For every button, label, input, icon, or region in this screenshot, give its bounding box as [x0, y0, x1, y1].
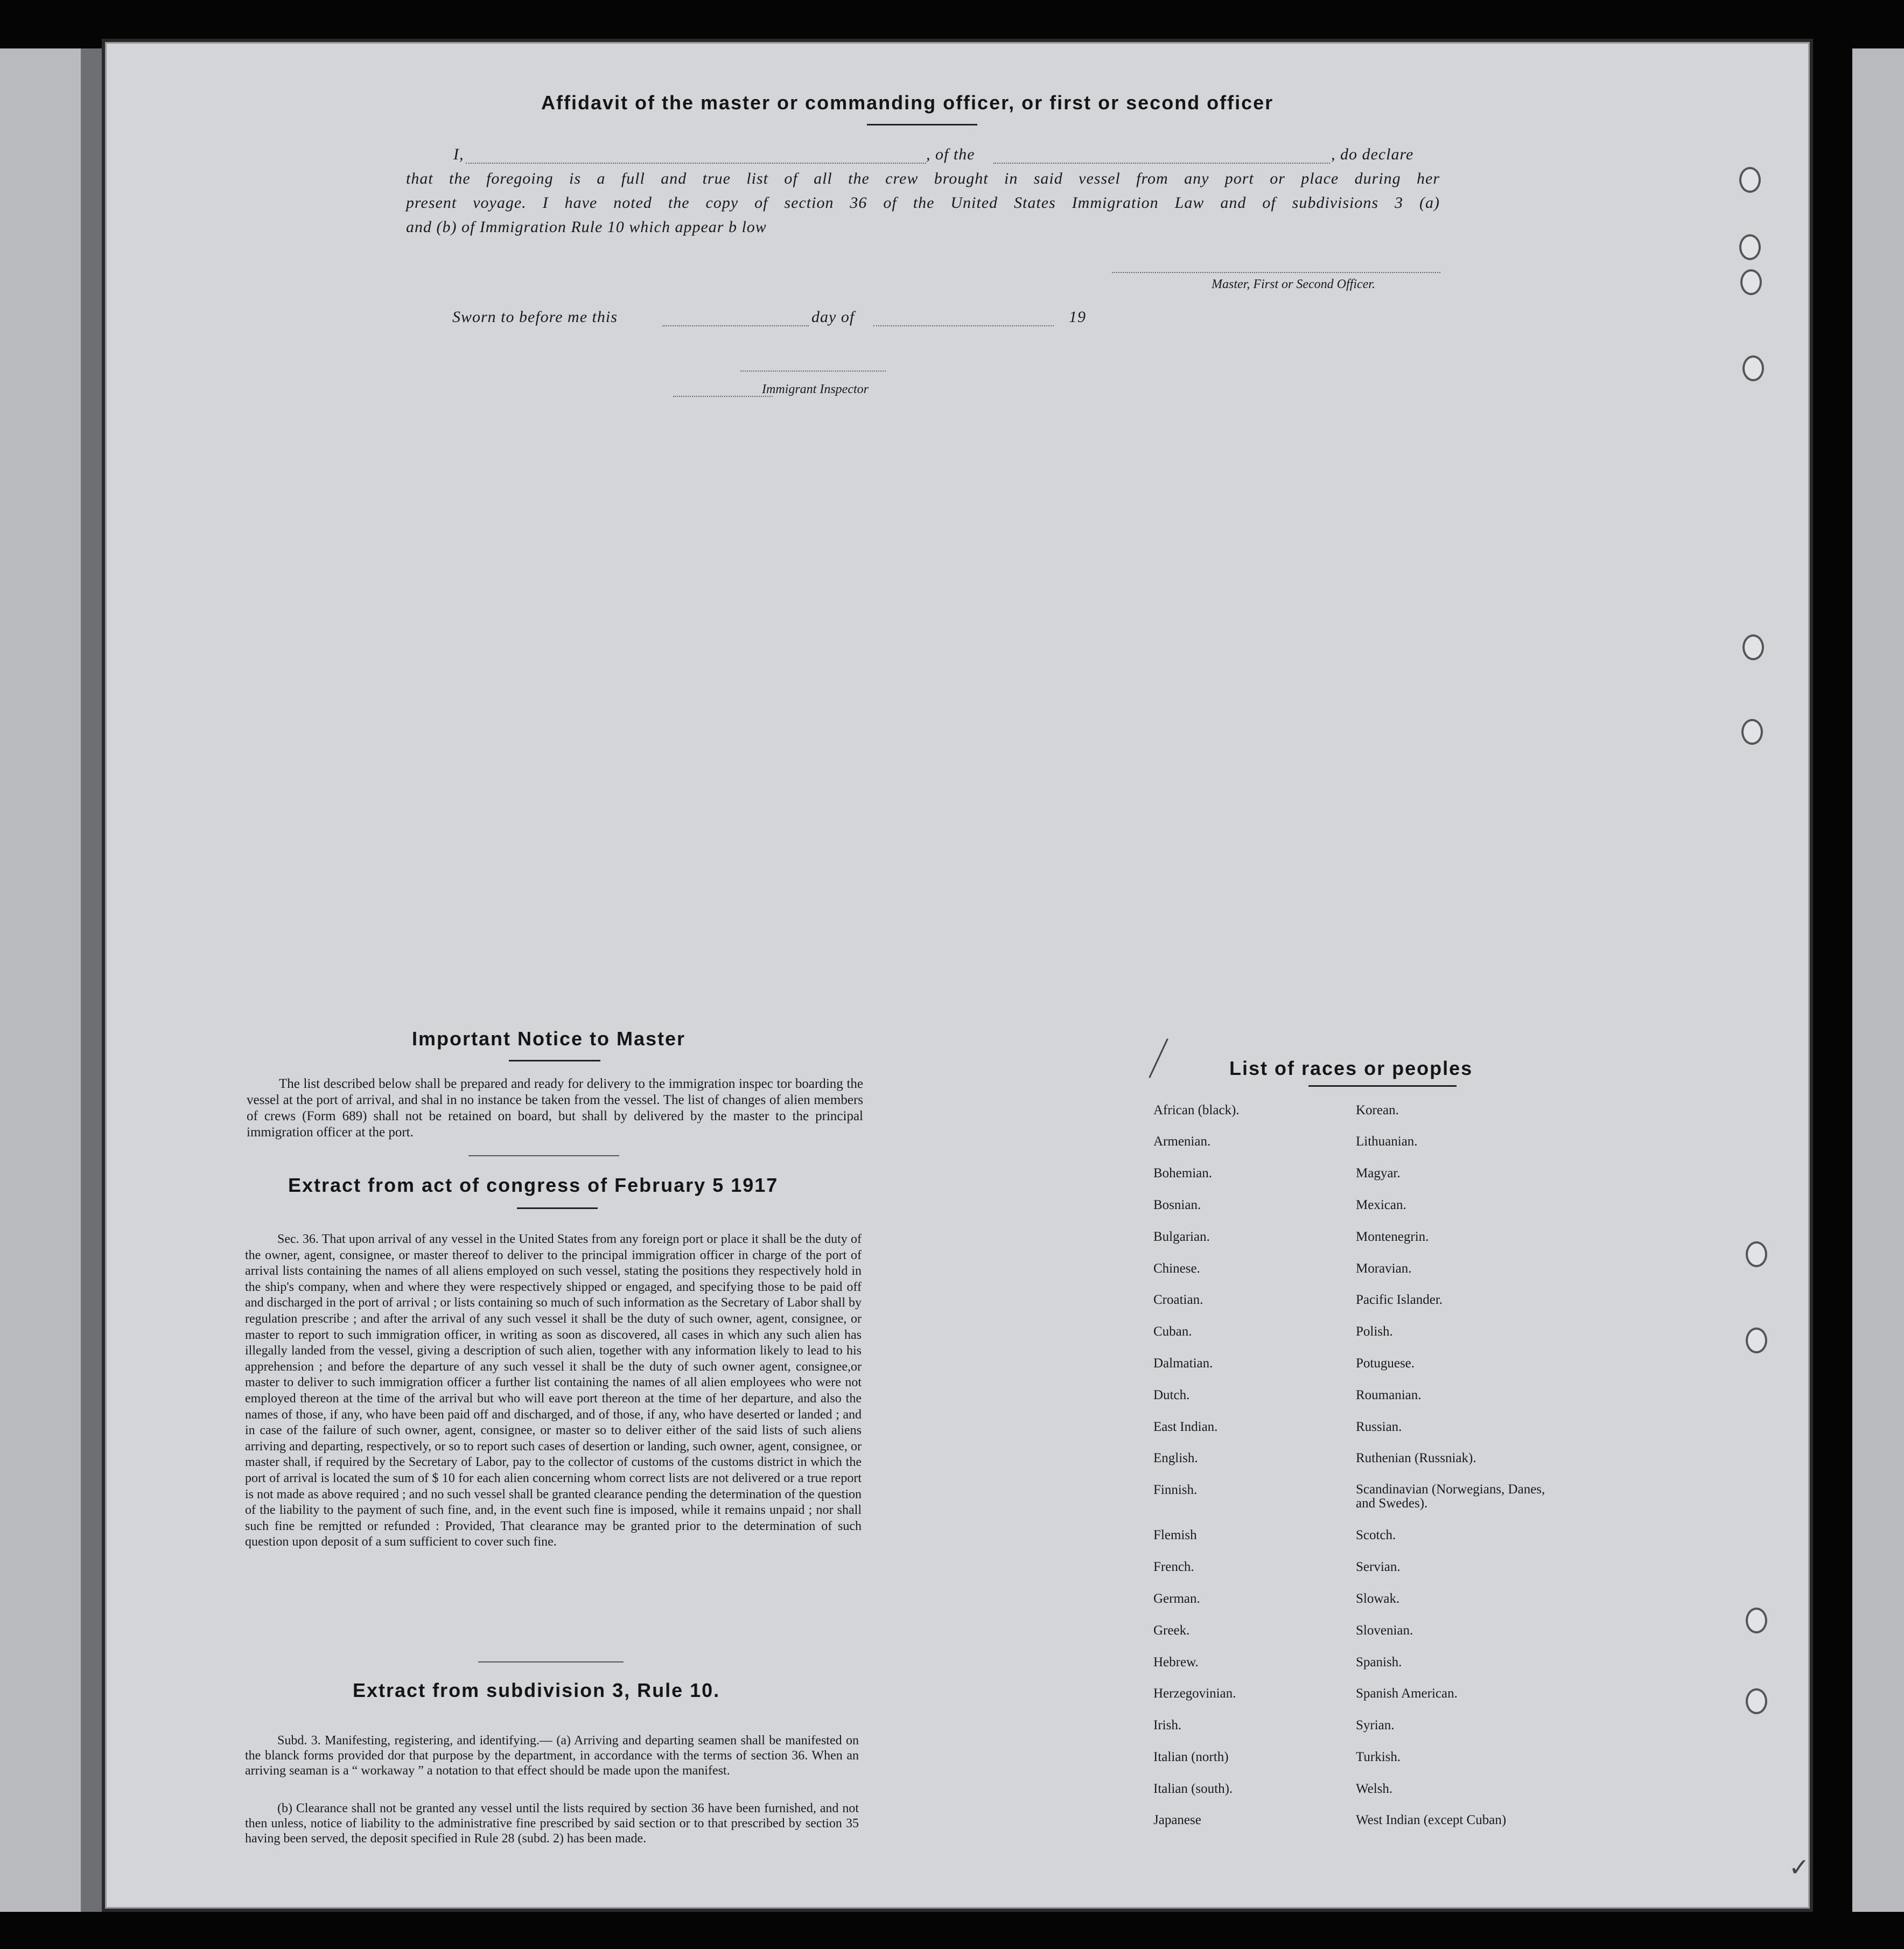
- race-item: Dutch.: [1153, 1388, 1190, 1402]
- affidavit-i: I,: [453, 145, 464, 163]
- adjacent-page-right: [1852, 48, 1904, 1912]
- binder-hole-icon: [1746, 1241, 1767, 1267]
- races-underline: [1308, 1085, 1457, 1087]
- race-item: Servian.: [1356, 1560, 1401, 1574]
- title-underline: [867, 124, 977, 125]
- race-item: Welsh.: [1356, 1782, 1393, 1796]
- race-item: Scandinavian (Norwegians, Danes, and Swedes).: [1356, 1482, 1545, 1511]
- affidavit-line4: and (b) of Immigration Rule 10 which appear b low: [406, 218, 767, 236]
- rule-text-a: Subd. 3. Manifesting, registering, and identifying.— (a) Arriving and departing seamen shall be manifested on the blanck forms provided dor that purpose by the department, in accordance with the terms of section 36. When an arriving seaman is a “ workaway ” a notation to that effect should be made upon the manifest.: [245, 1734, 859, 1778]
- affidavit-line3: present voyage. I have noted the copy of section 36 of the United States Immigration Law and of subdivisions 3 (a): [406, 194, 1440, 212]
- corner-mark-icon: ✓: [1789, 1854, 1810, 1881]
- binder-hole-icon: [1741, 719, 1763, 745]
- act-divider: [478, 1661, 624, 1662]
- races-title: List of races or peoples: [1229, 1057, 1473, 1079]
- race-item: Korean.: [1356, 1103, 1399, 1117]
- race-item: Pacific Islander.: [1356, 1293, 1443, 1307]
- sworn-month-field[interactable]: [873, 325, 1054, 326]
- race-item: African (black).: [1153, 1103, 1240, 1117]
- binder-hole-icon: [1746, 1328, 1767, 1353]
- binder-hole-icon: [1739, 167, 1761, 193]
- race-item: German.: [1153, 1591, 1200, 1606]
- race-item: Magyar.: [1356, 1166, 1401, 1180]
- race-item: Finnish.: [1153, 1483, 1198, 1497]
- race-item: Bosnian.: [1153, 1198, 1201, 1212]
- binder-hole-icon: [1742, 634, 1764, 660]
- race-item: Italian (north): [1153, 1750, 1229, 1764]
- affidavit-of-the: , of the: [926, 145, 975, 163]
- race-item: Italian (south).: [1153, 1782, 1233, 1796]
- sworn-day-label: day of: [811, 308, 855, 326]
- race-item: Greek.: [1153, 1623, 1190, 1638]
- inspector-signature-field[interactable]: [740, 371, 886, 372]
- notice-underline: [509, 1060, 600, 1061]
- vessel-blank-field[interactable]: [993, 163, 1330, 164]
- affidavit-declare: , do declare: [1331, 145, 1414, 163]
- race-item: Cuban.: [1153, 1324, 1192, 1339]
- signature-blank-field[interactable]: [1112, 272, 1440, 273]
- race-item: Roumanian.: [1356, 1388, 1422, 1402]
- race-item: East Indian.: [1153, 1420, 1218, 1434]
- affidavit-title: Affidavit of the master or commanding officer, or first or second officer: [541, 92, 1274, 114]
- race-item: Mexican.: [1356, 1198, 1406, 1212]
- affidavit-line2: that the foregoing is a full and true list of all the crew brought in said vessel from any port or place during her: [406, 170, 1440, 187]
- race-item: Bulgarian.: [1153, 1230, 1210, 1244]
- race-item: Turkish.: [1356, 1750, 1401, 1764]
- race-item: Slovenian.: [1356, 1623, 1413, 1638]
- sworn-text: Sworn to before me this: [452, 308, 618, 326]
- race-item: Japanese: [1153, 1813, 1201, 1827]
- name-blank-field[interactable]: [466, 163, 926, 164]
- race-item: Slowak.: [1356, 1591, 1400, 1606]
- rule-text-b: (b) Clearance shall not be granted any vessel until the lists required by section 36 have been furnished, and not then unless, notice of liability to the administrative fine prescribed by said section or to that prescribed by section 35 having been served, the deposit specified in Rule 28 (subd. 2) has been made.: [245, 1801, 859, 1846]
- race-item: Montenegrin.: [1356, 1230, 1429, 1244]
- binder-hole-icon: [1746, 1688, 1767, 1714]
- race-item: English.: [1153, 1451, 1198, 1465]
- notice-divider: [468, 1155, 619, 1156]
- notice-title: Important Notice to Master: [412, 1028, 686, 1050]
- binder-hole-icon: [1746, 1608, 1767, 1633]
- race-item: Spanish American.: [1356, 1686, 1458, 1701]
- race-item: Irish.: [1153, 1718, 1182, 1733]
- inspector-label: Immigrant Inspector: [762, 382, 869, 396]
- notice-text: The list described below shall be prepared and ready for delivery to the immigration inspec tor boarding the vessel at the port of arrival, and shal in no instance be taken from the vessel. The list of changes of alien members of crews (Form 689) shall not be retained on board, but shall by delivered by the master to the principal immigration officer at the port.: [247, 1077, 863, 1140]
- sworn-day-field[interactable]: [662, 325, 809, 326]
- race-item: West Indian (except Cuban): [1356, 1813, 1507, 1827]
- adjacent-page-left: [0, 48, 81, 1912]
- rule-title: Extract from subdivision 3, Rule 10.: [353, 1679, 720, 1701]
- binder-hole-icon: [1739, 234, 1761, 260]
- master-label: Master, First or Second Officer.: [1212, 277, 1375, 291]
- act-underline: [517, 1207, 598, 1209]
- race-item: Bohemian.: [1153, 1166, 1213, 1180]
- race-item: Flemish: [1153, 1528, 1197, 1542]
- sworn-year: 19: [1069, 308, 1086, 326]
- race-item: Hebrew.: [1153, 1655, 1199, 1669]
- race-item: Russian.: [1356, 1420, 1402, 1434]
- race-item: Dalmatian.: [1153, 1356, 1213, 1371]
- race-item: Scotch.: [1356, 1528, 1396, 1542]
- race-item: Herzegovinian.: [1153, 1686, 1236, 1701]
- race-item: Polish.: [1356, 1324, 1393, 1339]
- binder-hole-icon: [1742, 355, 1764, 381]
- race-item: Syrian.: [1356, 1718, 1395, 1733]
- race-item: French.: [1153, 1560, 1194, 1574]
- inspector-sub-field[interactable]: [673, 396, 773, 397]
- race-item: Chinese.: [1153, 1261, 1200, 1276]
- race-item: Spanish.: [1356, 1655, 1402, 1669]
- race-item: Lithuanian.: [1356, 1134, 1418, 1149]
- race-item: Moravian.: [1356, 1261, 1412, 1276]
- binder-hole-icon: [1740, 269, 1762, 295]
- page-shadow: [81, 48, 105, 1912]
- race-item: Ruthenian (Russniak).: [1356, 1451, 1476, 1465]
- race-item: Armenian.: [1153, 1134, 1211, 1149]
- document-page: [105, 42, 1810, 1909]
- race-item: Potuguese.: [1356, 1356, 1415, 1371]
- act-title: Extract from act of congress of February 5 1917: [288, 1174, 779, 1196]
- race-item: Croatian.: [1153, 1293, 1203, 1307]
- act-text: Sec. 36. That upon arrival of any vessel in the United States from any foreign port or place it shall be the duty of the owner, agent, consignee, or master thereof to deliver to the principal immigration officer in charge of the port of arrival lists containing the names of all aliens employed on such vessel, stating the positions they respectively hold in the ship's company, when and where they were respectively shipped or engaged, and specifying those to be paid off and discharged in the port of arrival ; or lists containing so much of such information as the Secretary of Labor shall by regulation prescribe ; and after the arrival of any such vessel it shall be the duty of such owner, agent, consignee, or master to report to such immigration officer, in writing as soon as discovered, all cases in which any such alien has illegally landed from the vessel, giving a description of such alien, together with any information likely to lead to his apprehension ; and before the departure of any such vessel it shall be the duty of such owner agent, consignee,or master to deliver to such immigration officer a further list containing the names of all alien employees who were not employed thereon at the time of the arrival but who will eave port thereon at the time of her departure, and also the names of those, if any, who have been paid off and discharged, and of those, if any, who have deserted or landed ; and in case of the failure of such owner, agent, consignee, or master so to deliver either of the said lists of such aliens arriving and departing, respectively, or so to report such cases of desertion or landing, such owner, agent, consignee, or master shall, if required by the Secretary of Labor, pay to the collector of customs of the customs district in which the port of arrival is located the sum of $ 10 for each alien concerning whom correct lists are not delivered or a true report is not made as above required ; and no such vessel shall be granted clearance pending the determination of the question of the liability to the payment of such fine, and, in the event such fine is imposed, while it remains unpaid ; nor shall such fine be remjtted or refunded : Provided, That clearance may be granted prior to the determination of such question upon deposit of a sum sufficient to cover such fine.: [245, 1232, 862, 1549]
